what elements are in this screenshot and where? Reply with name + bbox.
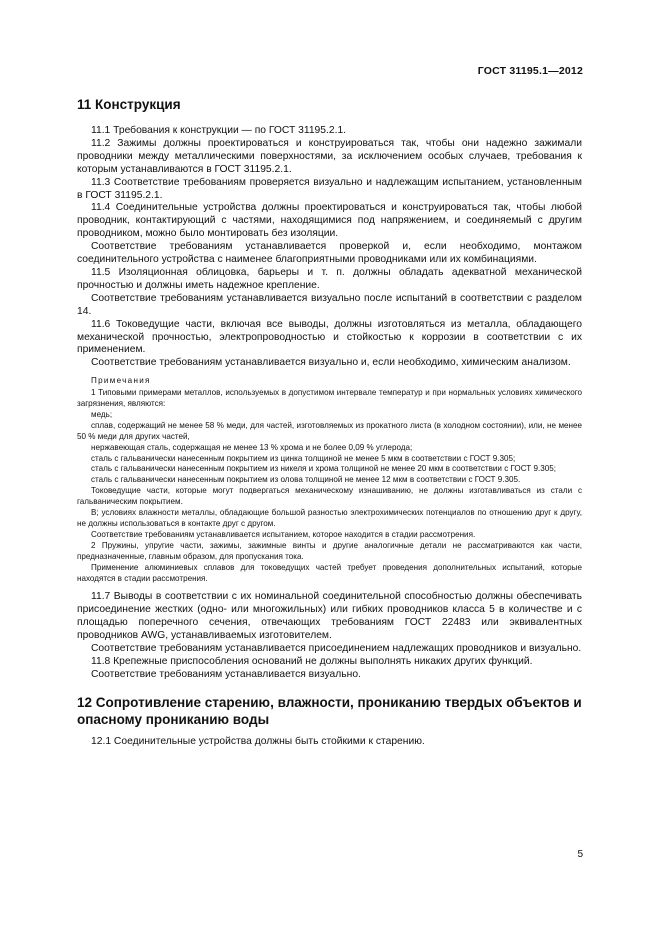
paragraph-11-4: 11.4 Соединительные устройства должны проектироваться и конструироваться так, чтобы любой проводник, контактирующий с частями, находящимися под напряжением, и соединяемый с другим проводником, можно было монтировать без изоляции. [77,202,582,240]
note-item: сталь с гальванически нанесенным покрытием из никеля и хрома толщиной не менее 20 мкм в соответствии с ГОСТ 9.305; [91,464,556,474]
note-item: В; условиях влажности металлы, обладающие большой разностью электрохимических потенциалов по отношению друг к другу, не должны использоваться в контакте друг с другом. [77,508,582,528]
paragraph-11-5-compliance: Соответствие требованиям устанавливается визуально после испытаний в соответствии с разделом 14. [77,292,582,317]
paragraph-11-6: 11.6 Токоведущие части, включая все выводы, должны изготовляться из металла, обладающего механической прочностью, электропроводностью и стойкостью к коррозии в соответствии с их применением. [77,318,582,356]
paragraph-11-2: 11.2 Зажимы должны проектироваться и конструироваться так, чтобы они надежно зажимали проводники между металлическими поверхностями, за исключением особых случаев, требования к которым устанавливаются в ГОСТ 31195.2.1. [77,137,582,175]
notes-title: Примечания [91,376,151,386]
note-item: сплав, содержащий не менее 58 % меди, для частей, изготовляемых из прокатного листа (в холодном состоянии), или, не менее 50 % меди для других частей, [77,420,582,441]
notes-block [77,376,582,584]
paragraph-11-5: 11.5 Изоляционная облицовка, барьеры и т. п. должны обладать адекватной механической прочностью и должны иметь надежное крепление. [77,266,582,291]
page-number: 5 [577,849,583,860]
paragraph-11-8: 11.8 Крепежные приспособления оснований не должны выполнять никаких других функций. [91,655,533,667]
note-item: Соответствие требованиям устанавливается испытанием, которое находится в стадии рассмотрения. [91,529,476,539]
note-item: сталь с гальванически нанесенным покрытием из цинка толщиной не менее 5 мкм в соответствии с ГОСТ 9.305; [91,453,516,463]
note-item: 2 Пружины, упругие части, зажимы, зажимные винты и другие аналогичные детали не рассматриваются как части, предназначенные, главным образом, для пропускания тока. [77,540,582,561]
paragraph-11-7-compliance: Соответствие требованиям устанавливается присоединением надлежащих проводников и визуально. [91,643,582,655]
paragraph-11-4-compliance: Соответствие требованиям устанавливается проверкой и, если необходимо, монтажом соединительного устройства с наименее благоприятными проводниками или их комбинациями. [77,241,582,266]
note-item: 1 Типовыми примерами металлов, используемых в допустимом интервале температур и при нормальных условиях химического загрязнения, являются: [77,388,582,409]
paragraph-11-7: 11.7 Выводы в соответствии с их номинальной соединительной способностью должны обеспечивать присоединение жестких (одно- или многожильных) или гибких проводников класса 5 в количестве и с площадью поперечного сечения, отвечающих требованиям ГОСТ 22483 или эквивалентных проводников AWG, устанавливаемых изготовителем. [77,591,582,642]
section-11-title: 11 Конструкция [77,97,181,112]
paragraph-12-1: 12.1 Соединительные устройства должны быть стойкими к старению. [91,735,425,747]
paragraph-11-3: 11.3 Соответствие требованиям проверяется визуально и надлежащим испытанием, установленным в ГОСТ 31195.2.1. [77,176,582,201]
note-item: медь; [91,409,113,419]
note-item: Токоведущие части, которые могут подвергаться механическому изнашиванию, не должны изготавливаться из стали с гальваническим покрытием. [77,486,582,507]
note-item: сталь с гальванически нанесенным покрытием из олова толщиной не менее 12 мкм в соответствии с ГОСТ 9.305. [91,475,521,485]
note-item: нержавеющая сталь, содержащая не менее 13 % хрома и не более 0,09 % углерода; [91,442,413,452]
document-id-header: ГОСТ 31195.1—2012 [477,65,583,77]
note-item: Применение алюминиевых сплавов для токоведущих частей требует проведения дополнительных испытаний, которые находятся в стадии рассмотрения. [77,562,582,583]
page-content [77,96,582,749]
paragraph-11-1: 11.1 Требования к конструкции — по ГОСТ 31195.2.1. [91,125,347,136]
paragraph-11-6-compliance: Соответствие требованиям устанавливается визуально и, если необходимо, химическим анализом. [91,357,571,369]
section-12-title: 12 Сопротивление старению, влажности, прониканию твердых объектов и опасному прониканию воды [77,694,582,727]
paragraph-11-8-compliance: Соответствие требованиям устанавливается визуально. [91,668,361,680]
